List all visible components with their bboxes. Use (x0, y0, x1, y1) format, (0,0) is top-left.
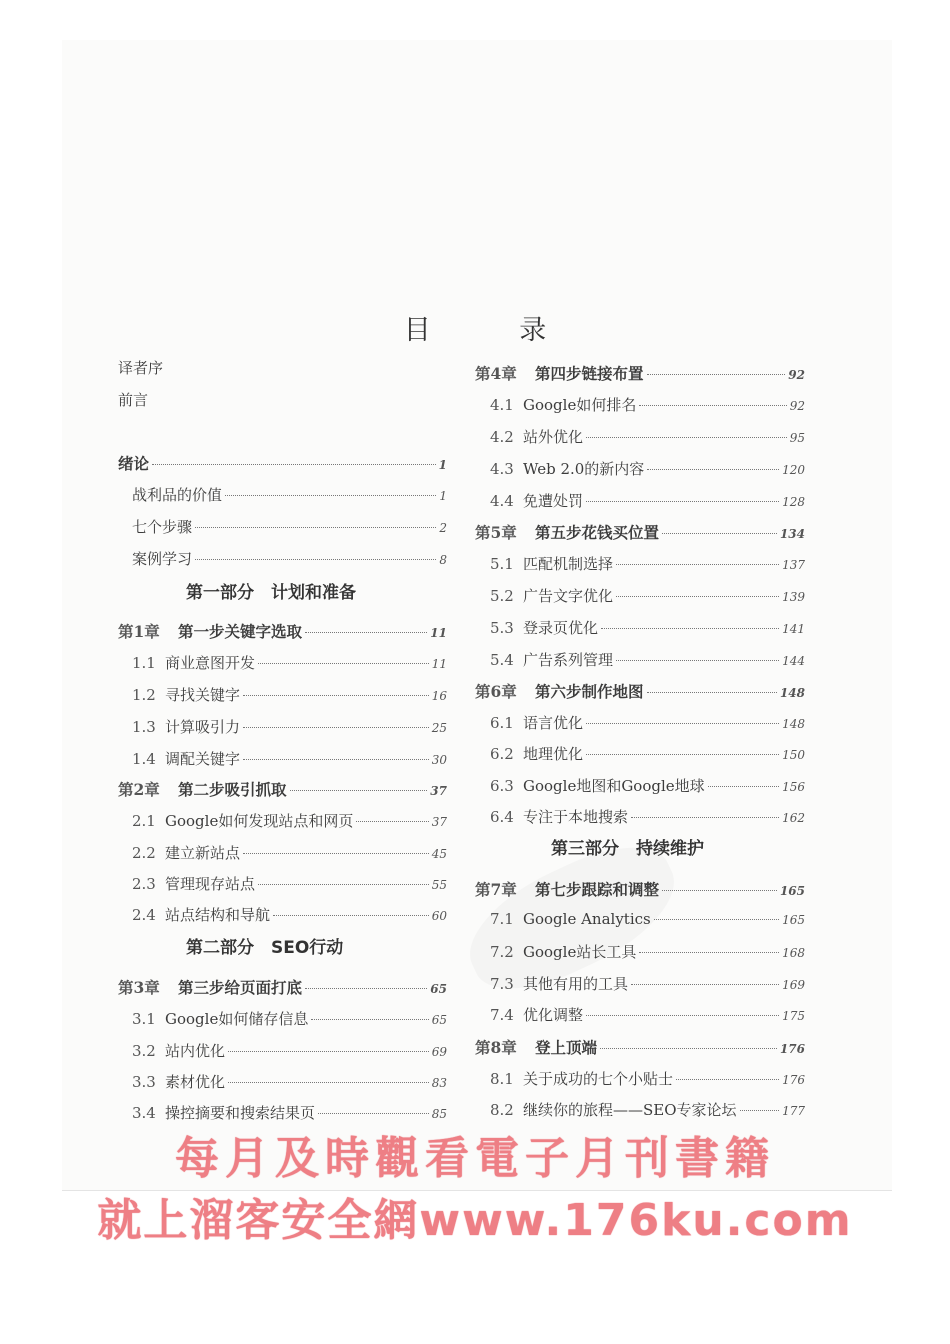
entry-page-number: 128 (782, 495, 805, 509)
entry-page-number: 60 (431, 909, 447, 923)
dot-leader (243, 759, 429, 760)
toc-section-entry[interactable] (490, 806, 805, 827)
entry-page-number: 1 (439, 489, 447, 503)
entry-page-number: 137 (782, 558, 805, 572)
entry-number: 4.3 (490, 460, 514, 478)
toc-section-entry[interactable] (490, 426, 805, 447)
entry-page-number: 92 (789, 399, 805, 413)
entry-label: 译者序 (118, 359, 164, 377)
entry-number: 第5章 (475, 523, 517, 542)
entry-page-number: 165 (782, 913, 805, 927)
entry-number: 8.1 (490, 1070, 514, 1088)
toc-section-entry[interactable] (490, 1004, 805, 1025)
entry-page-number: 95 (789, 431, 805, 445)
entry-label: 第一步关键字选取 (178, 622, 303, 641)
entry-page-number: 139 (782, 590, 805, 604)
entry-number: 第8章 (475, 1038, 517, 1057)
entry-label: 广告文字优化 (523, 587, 614, 605)
entry-page-number: 55 (431, 878, 447, 892)
toc-section-entry[interactable] (132, 810, 447, 831)
toc-section-entry[interactable] (490, 394, 805, 415)
toc-section-entry[interactable] (490, 712, 805, 733)
toc-section-entry[interactable] (132, 842, 447, 863)
entry-page-number: 45 (431, 847, 447, 861)
entry-page-number: 2 (439, 521, 447, 535)
entry-number: 1.3 (132, 718, 156, 736)
entry-label: 继续你的旅程——SEO专家论坛 (523, 1101, 737, 1119)
dot-leader (318, 1113, 429, 1114)
entry-label: 第七步跟踪和调整 (535, 880, 660, 899)
entry-page-number: 65 (430, 982, 447, 996)
entry-label: 登录页优化 (523, 619, 599, 637)
toc-section-entry[interactable] (490, 1068, 805, 1089)
entry-label: 管理现存站点 (165, 875, 256, 893)
entry-label: 素材优化 (165, 1073, 226, 1091)
entry-label: 关于成功的七个小贴士 (523, 1070, 674, 1088)
toc-chapter-entry[interactable] (118, 620, 447, 642)
entry-label: 寻找关键字 (165, 686, 241, 704)
dot-leader (228, 1082, 429, 1083)
watermark-line-2: 就上溜客安全網www.176ku.com (97, 1195, 853, 1246)
entry-label: Google如何储存信息 (165, 1010, 309, 1028)
entry-page-number: 120 (782, 463, 805, 477)
entry-page-number: 156 (782, 780, 805, 794)
entry-number: 2.3 (132, 875, 156, 893)
entry-number: 5.1 (490, 555, 514, 573)
dot-leader (225, 495, 436, 496)
toc-chapter-entry[interactable] (118, 452, 447, 474)
entry-label: Google如何排名 (523, 396, 637, 414)
toc-section-entry[interactable] (490, 1099, 805, 1120)
entry-page-number: 165 (779, 884, 805, 898)
dot-leader (305, 632, 427, 633)
dot-leader (586, 1015, 779, 1016)
entry-number: 7.2 (490, 943, 514, 961)
entry-label: 登上顶端 (535, 1038, 598, 1057)
toc-section-entry[interactable] (490, 649, 805, 670)
dot-leader (290, 790, 428, 791)
entry-page-number: 16 (431, 689, 447, 703)
entry-label: 地理优化 (523, 745, 584, 763)
dot-leader (639, 952, 779, 953)
entry-label: Google站长工具 (523, 943, 637, 961)
toc-front-entry[interactable] (118, 357, 447, 378)
dot-leader (647, 469, 779, 470)
entry-number: 第1章 (118, 622, 160, 641)
entry-label: 第三步给页面打底 (178, 978, 303, 997)
entry-number: 5.2 (490, 587, 514, 605)
entry-label: 绪论 (118, 454, 150, 473)
entry-label: 其他有用的工具 (523, 975, 629, 993)
dot-leader (647, 374, 786, 375)
entry-number: 5.4 (490, 651, 514, 669)
dot-leader (586, 723, 779, 724)
toc-section-entry[interactable] (490, 941, 805, 962)
entry-number: 7.1 (490, 910, 514, 928)
entry-label: 建立新站点 (165, 844, 241, 862)
dot-leader (258, 884, 429, 885)
toc-section-entry[interactable] (132, 484, 447, 505)
entry-label: 七个步骤 (132, 518, 193, 536)
dot-leader (639, 405, 786, 406)
entry-number: 8.2 (490, 1101, 514, 1119)
entry-label: 站内优化 (165, 1042, 226, 1060)
entry-number: 5.3 (490, 619, 514, 637)
dot-leader (258, 663, 429, 664)
entry-number: 4.1 (490, 396, 514, 414)
entry-number: 3.1 (132, 1010, 156, 1028)
entry-label: 第五步花钱买位置 (535, 523, 660, 542)
toc-section-entry[interactable] (132, 1040, 447, 1061)
entry-label: 计算吸引力 (165, 718, 241, 736)
entry-number: 3.4 (132, 1104, 156, 1122)
entry-label: 广告系列管理 (523, 651, 614, 669)
dot-leader (676, 1079, 779, 1080)
toc-section-entry[interactable] (132, 904, 447, 925)
entry-number: 4.4 (490, 492, 514, 510)
entry-number: 第3章 (118, 978, 160, 997)
toc-section-entry[interactable] (490, 553, 805, 574)
dot-leader (243, 853, 429, 854)
entry-number: 3.3 (132, 1073, 156, 1091)
toc-section-entry[interactable] (132, 684, 447, 705)
entry-number: 1.1 (132, 654, 156, 672)
entry-number: 第7章 (475, 880, 517, 899)
dot-leader (228, 1051, 429, 1052)
toc-section-entry[interactable] (490, 973, 805, 994)
entry-page-number: 37 (430, 784, 447, 798)
dot-leader (708, 786, 779, 787)
entry-number: 1.2 (132, 686, 156, 704)
toc-front-entry[interactable] (118, 389, 447, 410)
dot-leader (601, 628, 779, 629)
entry-number: 7.3 (490, 975, 514, 993)
entry-page-number: 169 (782, 978, 805, 992)
entry-label: Google如何发现站点和网页 (165, 812, 354, 830)
entry-number: 6.4 (490, 808, 514, 826)
entry-page-number: 162 (782, 811, 805, 825)
entry-number: 第2章 (118, 780, 160, 799)
entry-label: 免遭处罚 (523, 492, 584, 510)
toc-section-entry[interactable] (490, 458, 805, 479)
entry-label: 第六步制作地图 (535, 682, 644, 701)
entry-number: 第4章 (475, 364, 517, 383)
entry-page-number: 134 (779, 527, 805, 541)
dot-leader (356, 821, 428, 822)
dot-leader (647, 692, 777, 693)
dot-leader (243, 727, 429, 728)
entry-number: 2.2 (132, 844, 156, 862)
entry-page-number: 92 (788, 368, 805, 382)
entry-page-number: 65 (431, 1013, 447, 1027)
dot-leader (311, 1019, 428, 1020)
entry-page-number: 83 (431, 1076, 447, 1090)
entry-label: 匹配机制选择 (523, 555, 614, 573)
dot-leader (586, 501, 779, 502)
toc-section-entry[interactable] (490, 585, 805, 606)
toc-chapter-entry[interactable] (475, 878, 805, 900)
dot-leader (305, 988, 427, 989)
part-heading: 第二部分 SEO行动 (186, 938, 344, 958)
watermark-line-1: 每月及時觀看電子月刊書籍 (175, 1133, 775, 1184)
entry-page-number: 37 (431, 815, 447, 829)
toc-section-entry[interactable] (132, 548, 447, 569)
dot-leader (586, 437, 787, 438)
entry-label: 站外优化 (523, 428, 584, 446)
entry-page-number: 11 (430, 626, 447, 640)
toc-section-entry[interactable] (132, 1008, 447, 1029)
entry-label: 战利品的价值 (132, 486, 223, 504)
entry-page-number: 150 (782, 748, 805, 762)
entry-label: Google地图和Google地球 (523, 777, 705, 795)
dot-leader (662, 890, 777, 891)
part-heading: 第一部分 计划和准备 (186, 583, 356, 603)
dot-leader (600, 1048, 777, 1049)
entry-page-number: 168 (782, 946, 805, 960)
entry-page-number: 148 (782, 717, 805, 731)
entry-page-number: 177 (782, 1104, 805, 1118)
entry-number: 6.3 (490, 777, 514, 795)
dot-leader (662, 533, 777, 534)
entry-label: Web 2.0的新内容 (523, 460, 645, 478)
entry-page-number: 148 (779, 686, 805, 700)
toc-chapter-entry[interactable] (118, 976, 447, 998)
entry-label: 优化调整 (523, 1006, 584, 1024)
entry-number: 4.2 (490, 428, 514, 446)
toc-section-entry[interactable] (490, 743, 805, 764)
toc-section-entry[interactable] (132, 748, 447, 769)
entry-label: 调配关键字 (165, 750, 241, 768)
entry-label: 第二步吸引抓取 (178, 780, 287, 799)
dot-leader (195, 559, 436, 560)
toc-chapter-entry[interactable] (475, 1036, 805, 1058)
entry-number: 2.1 (132, 812, 156, 830)
entry-label: 前言 (118, 391, 149, 409)
dot-leader (243, 695, 429, 696)
entry-label: 语言优化 (523, 714, 584, 732)
dot-leader (152, 464, 436, 465)
entry-number: 3.2 (132, 1042, 156, 1060)
entry-label: 商业意图开发 (165, 654, 256, 672)
entry-number: 6.2 (490, 745, 514, 763)
entry-label: 案例学习 (132, 550, 193, 568)
entry-label: 操控摘要和搜索结果页 (165, 1104, 316, 1122)
toc-chapter-entry[interactable] (475, 680, 805, 702)
toc-section-entry[interactable] (490, 490, 805, 511)
dot-leader (586, 754, 779, 755)
entry-number: 1.4 (132, 750, 156, 768)
toc-section-entry[interactable] (132, 873, 447, 894)
dot-leader (273, 915, 429, 916)
toc-chapter-entry[interactable] (475, 362, 805, 384)
toc-section-entry[interactable] (490, 775, 805, 796)
entry-number: 第6章 (475, 682, 517, 701)
dot-leader (740, 1110, 780, 1111)
toc-section-entry[interactable] (132, 516, 447, 537)
toc-section-entry[interactable] (132, 1071, 447, 1092)
entry-page-number: 69 (431, 1045, 447, 1059)
entry-page-number: 30 (431, 753, 447, 767)
entry-page-number: 1 (438, 458, 447, 472)
dot-leader (195, 527, 436, 528)
toc-title: 目 录 (403, 315, 587, 346)
toc-chapter-entry[interactable] (118, 778, 447, 800)
entry-label: 专注于本地搜索 (523, 808, 629, 826)
entry-page-number: 176 (779, 1042, 805, 1056)
entry-page-number: 11 (431, 657, 447, 671)
dot-leader (616, 564, 779, 565)
part-heading: 第三部分 持续维护 (551, 839, 704, 859)
toc-chapter-entry[interactable] (475, 521, 805, 543)
dot-leader (631, 817, 779, 818)
entry-number: 7.4 (490, 1006, 514, 1024)
entry-page-number: 144 (782, 654, 805, 668)
toc-section-entry[interactable] (490, 910, 805, 928)
entry-page-number: 176 (782, 1073, 805, 1087)
entry-page-number: 141 (782, 622, 805, 636)
entry-label: 站点结构和导航 (165, 906, 271, 924)
entry-number: 2.4 (132, 906, 156, 924)
dot-leader (616, 660, 779, 661)
entry-label: 第四步链接布置 (535, 364, 644, 383)
entry-page-number: 85 (431, 1107, 447, 1121)
entry-page-number: 175 (782, 1009, 805, 1023)
dot-leader (616, 596, 779, 597)
toc-section-entry[interactable] (132, 652, 447, 673)
toc-section-entry[interactable] (132, 1102, 447, 1123)
dot-leader (631, 984, 779, 985)
toc-section-entry[interactable] (132, 716, 447, 737)
entry-number: 6.1 (490, 714, 514, 732)
entry-page-number: 25 (431, 721, 447, 735)
entry-page-number: 8 (439, 553, 447, 567)
entry-label: Google Analytics (523, 910, 651, 928)
dot-leader (654, 919, 779, 920)
toc-section-entry[interactable] (490, 617, 805, 638)
